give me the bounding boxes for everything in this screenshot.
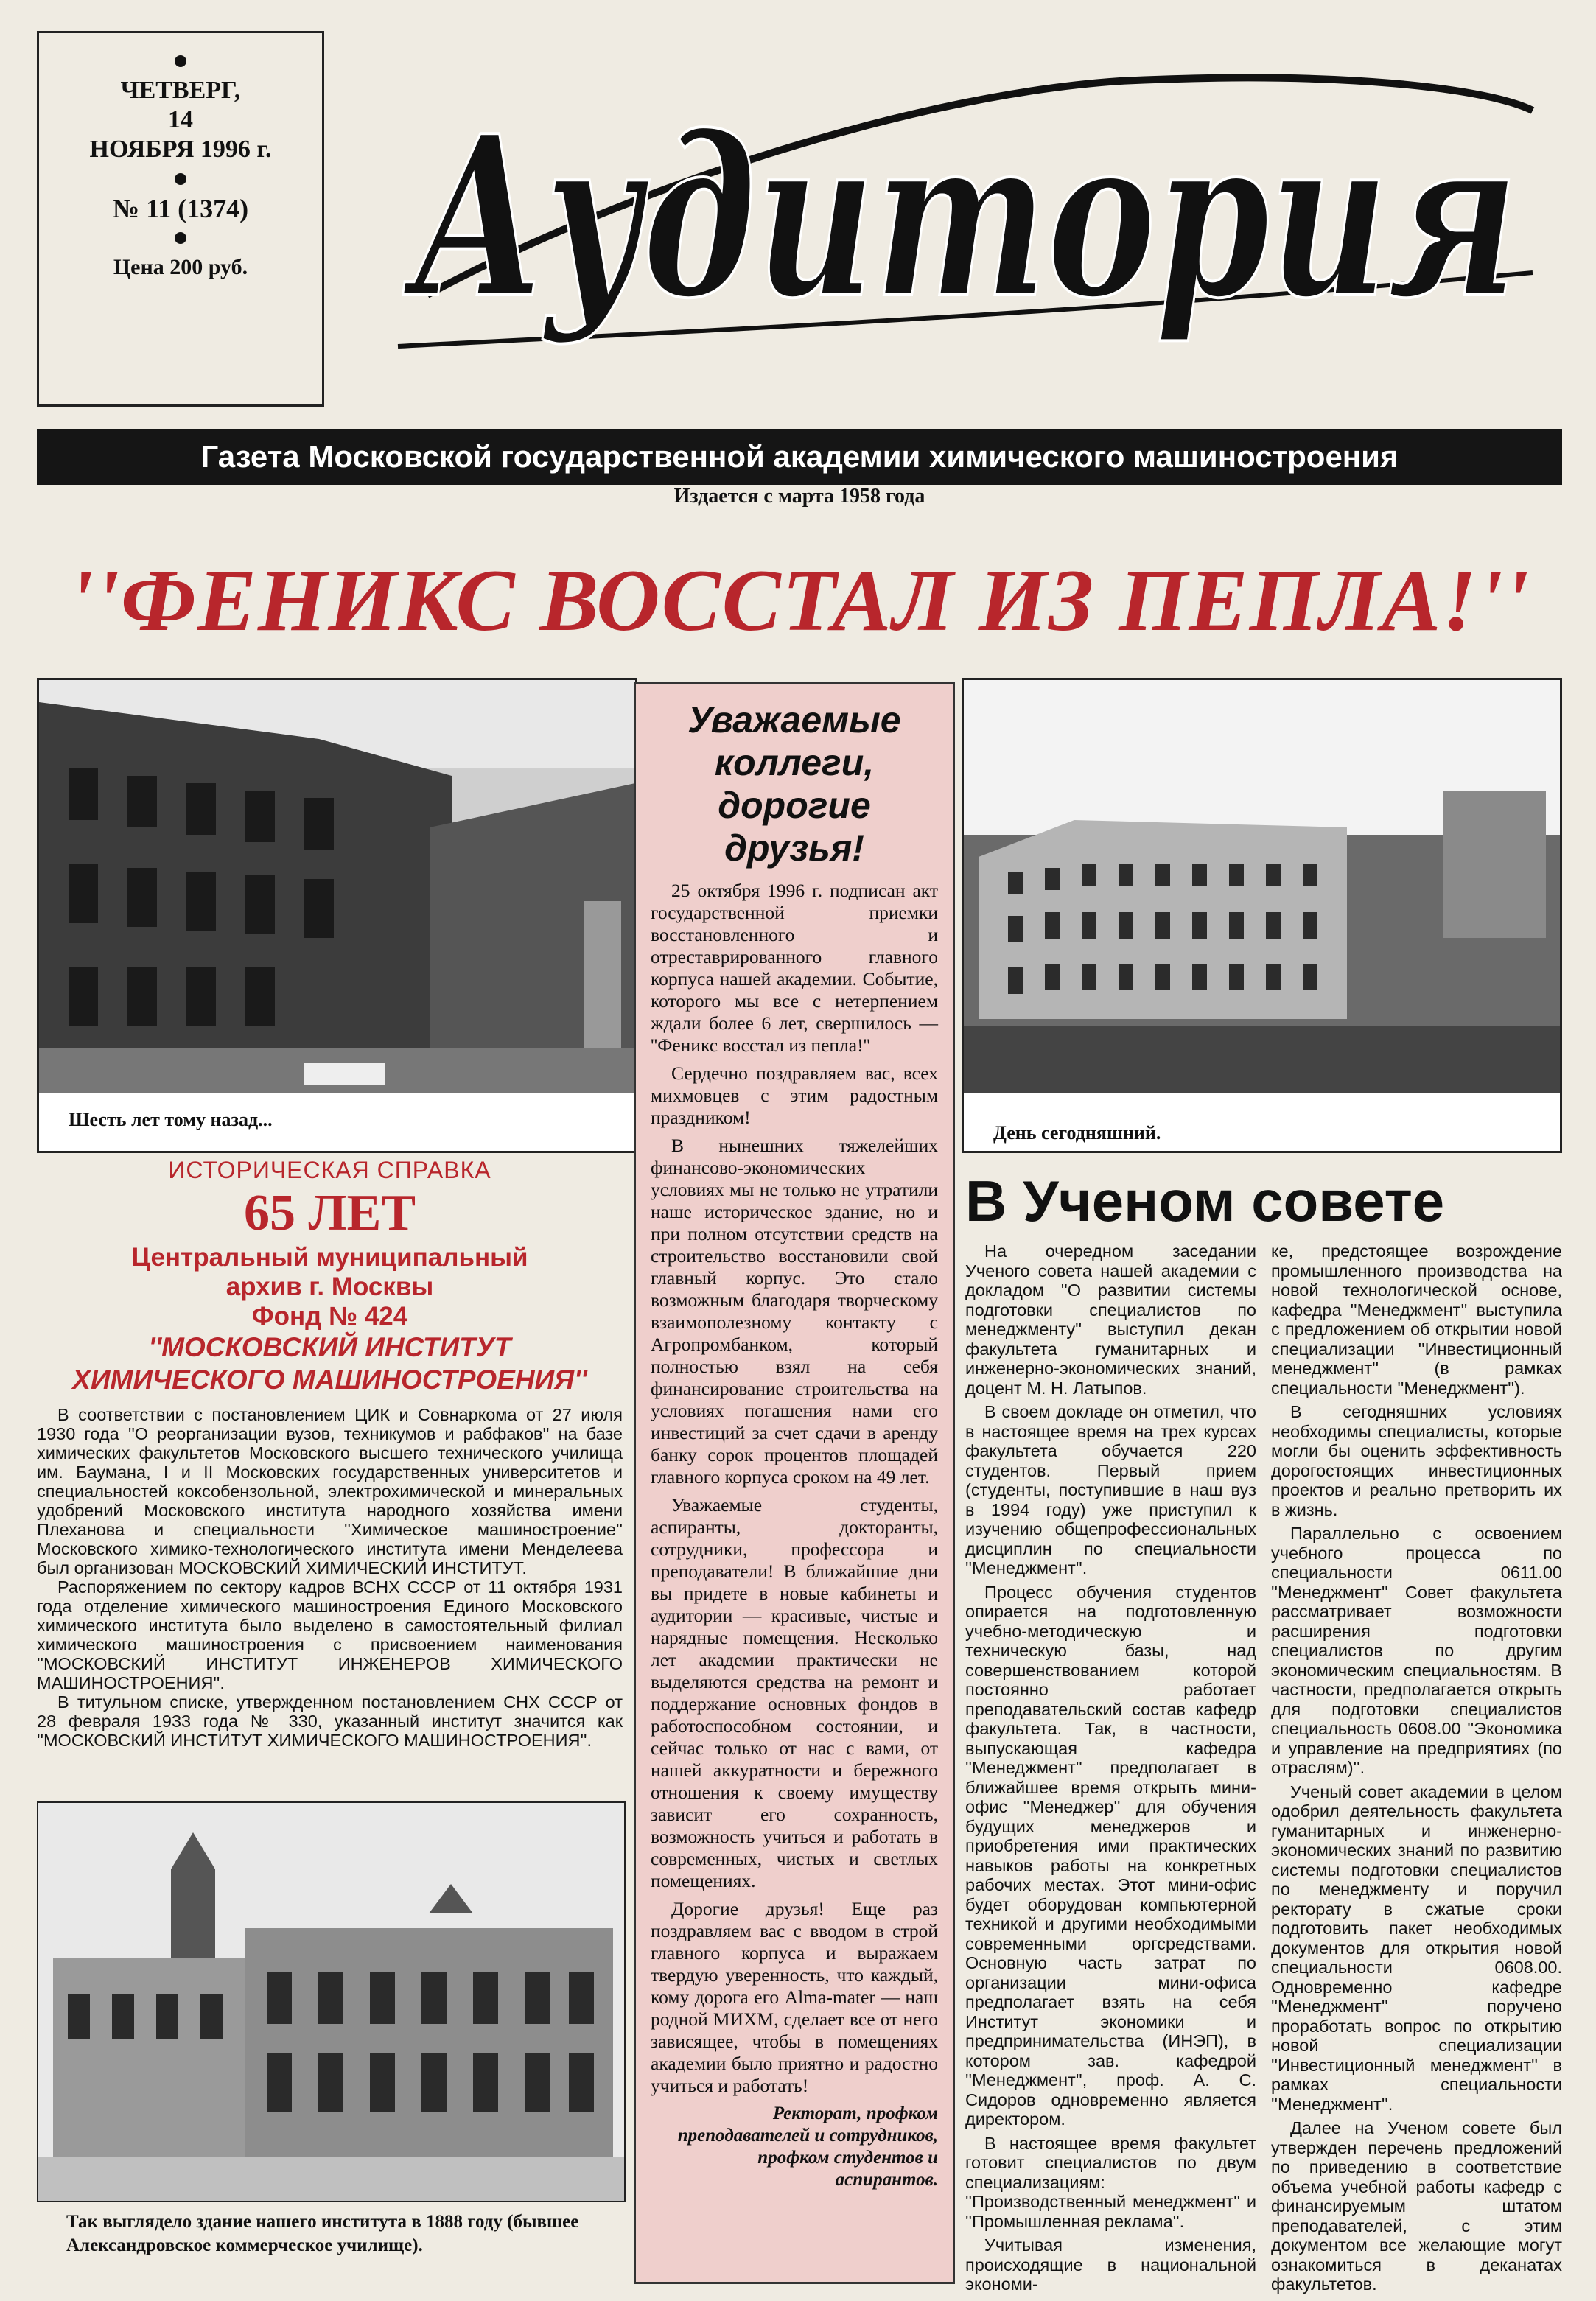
editorial-paragraph: Сердечно поздравляем вас, всех михмовцев с этим радостным праздником! <box>651 1062 938 1128</box>
history-paragraph: Распоряжением по сектору кадров ВСНХ СССР от 11 октября 1931 года отделение химического машиностроения Единого Московского химического института было выделено в самостоятельный филиал химического машиностроения с присвоением наименования ''МОСКОВСКИЙ ИНСТИТУТ ИНЖЕНЕРОВ ХИМИЧЕСКОГО МАШИНОСТРОЕНИЯ''. <box>37 1577 623 1692</box>
issue-number: № 11 (1374) <box>112 194 249 223</box>
editorial-paragraph: 25 октября 1996 г. подписан акт государственной приемки восстановленного и отреставрированного главного корпуса нашей академии. Событие, которого мы все с нетерпением ждали более 6 лет, свершилось — ''Феникс восстал из пепла!'' <box>651 880 938 1056</box>
issue-date-month-year: НОЯБРЯ 1996 г. <box>89 136 272 163</box>
issue-day: ЧЕТВЕРГ, <box>120 77 241 104</box>
history-paragraph: В соответствии с постановлением ЦИК и Совнаркома от 27 июля 1930 года ''О реорганизации вузов, техникумов и рабфаков'' на базе химических факультетов Московского высшего технического училища им. Баумана, I и II Московских государственных университетов и специальностей коксобензольной, электрохимической и минеральных удобрений Московского института народного хозяйства имени Плеханова и специальности ''Химическое машиностроение'' Московского химико-технологического института имени Менделеева был организован МОСКОВСКИЙ ХИМИЧЕСКИЙ ИНСТИТУТ. <box>37 1405 623 1577</box>
history-institute-name: ''МОСКОВСКИЙ ИНСТИТУТ <box>148 1332 511 1362</box>
bullet-dot <box>175 55 186 67</box>
editorial-paragraph: Уважаемые студенты, аспиранты, докторанты, сотрудники, профессора и преподаватели! В ближайшие дни вы придете в новые кабинеты и аудитории — красивые, чистые и нарядные помещения. Несколько лет академии практически не выделяются средства на ремонт и поддержание основных фондов в работоспособном состоянии, и сейчас только от нас с вами, от нашей аккуратности и бережного отношения к своему имуществу зависит его сохранность, возможность учиться и работать в современных, чистых и светлых помещениях. <box>651 1494 938 1891</box>
photo-ruins <box>37 678 637 1153</box>
council-paragraph: В настоящее время факультет готовит специалистов по двум специализациям: ''Производственный менеджмент'' и ''Промышленная реклама''. <box>965 2133 1256 2231</box>
issue-date-day: 14 <box>168 106 193 133</box>
newspaper-logo <box>383 52 1562 361</box>
photo-1888 <box>37 1801 623 2258</box>
main-headline: ''ФЕНИКС ВОССТАЛ ИЗ ПЕПЛА!'' <box>69 551 1530 649</box>
building-image <box>964 680 1560 1093</box>
photo-caption: Шесть лет тому назад... <box>69 1109 273 1130</box>
council-paragraph: В сегодняшних условиях необходимы специалисты, которые могли бы оценить эффективность дорогостоящих инвестиционных проектов и реально претворить их в жизнь. <box>1271 1402 1562 1519</box>
council-title: В Ученом совете <box>965 1169 1445 1233</box>
council-paragraph: Параллельно с освоением учебного процесса по специальности 0611.00 ''Менеджмент'' Совет факультета рассматривает возможности расширения подготовки специалистов по другим экономическим специальностям. В частности, предполагается открыть для подготовки специалистов специальность 0608.00 ''Экономика и управление на предприятиях (по отраслям)''. <box>1271 1524 1562 1777</box>
council-paragraph: Далее на Ученом совете был утвержден перечень предложений по приведению в соответствие объема учебной работы кафедр с финансируемым штатом преподавателей, с этим документом все желающие могут ознакомиться в деканатах факультетов. <box>1271 2118 1562 2294</box>
council-column-2 <box>1271 1241 1562 2294</box>
photo-today <box>962 678 1562 1153</box>
bullet-dot <box>175 173 186 185</box>
editorial-paragraph: Дорогие друзья! Еще раз поздравляем вас с вводом в строй главного корпуса и выражаем твердую уверенность, что каждый, кому дорога его Alma-mater — наш родной МИХМ, сделает все от него зависящее, чтобы в помещениях академии было приятно и радостно учиться и работать! <box>651 1898 938 2096</box>
photo-caption: День сегодняшний. <box>993 1122 1161 1144</box>
history-sub: архив г. Москвы <box>225 1272 434 1301</box>
photo-caption: Так выглядело здание нашего института в 1888 году (бывшее Александровское коммерческое училище). <box>66 2212 579 2255</box>
editorial-column <box>634 682 955 2284</box>
svg-text:Аудитория: Аудитория <box>402 87 1518 347</box>
editorial-paragraph: В нынешних тяжелейших финансово-экономических условиях мы не только не утратили наше историческое здание, но и при полном отсутствии средств на строительство восстановили свой главный корпус. Это стало возможным благодаря творческому взаимополезному контакту с Агропромбанком, который полностью взял на себя финансирование строительства на условиях погашения нами его инвестиций за счет сдачи в аренду банку сорок процентов площадей главного корпуса сроком на 49 лет. <box>651 1135 938 1488</box>
council-paragraph: Учитывая изменения, происходящие в национальной экономи- <box>965 2235 1256 2294</box>
editorial-title: Уважаемые коллеги, дорогие друзья! <box>687 699 901 869</box>
masthead-bar: Газета Московской государственной академии химического машиностроения <box>37 429 1562 485</box>
issue-info-box <box>37 31 324 407</box>
old-building-image <box>37 1801 626 2202</box>
bullet-dot <box>175 232 186 244</box>
history-article <box>37 1157 623 1750</box>
council-paragraph: Процесс обучения студентов опирается на подготовленную учебно-методическую и техническую базы, над совершенствованием которой постоянно работает преподавательский состав кафедр факультета. Так, в частности, выпускающая кафедра ''Менеджмент'' предполагает в ближайшее время открыть мини-офис ''Менеджер'' для обучения будущих менеджеров и приобретения ими практических навыков работы на конкретных рабочих местах. Этот мини-офис будет оборудован компьютерной техникой и другими необходимыми современными оргсредствами. Основную часть затрат по организации мини-офиса предполагает взять на себя Институт экономики и предпринимательства (ИНЭП), в котором зав. кафедрой ''Менеджмент'', проф. А. С. Сидоров одновременно является директором. <box>965 1582 1256 2129</box>
council-column-1 <box>965 1241 1256 2294</box>
history-institute-name: ХИМИЧЕСКОГО МАШИНОСТРОЕНИЯ'' <box>72 1365 587 1395</box>
council-paragraph: В своем докладе он отметил, что в настоящее время на трех курсах факультета обучается 220 студентов. Первый прием (студенты, поступившие в наш вуз в 1994 году) уже приступил к изучению общепрофессиональных дисциплин по специальности ''Менеджмент''. <box>965 1402 1256 1577</box>
editorial-signature: Ректорат, профком преподавателей и сотрудников, профком студентов и аспирантов. <box>677 2104 938 2190</box>
history-paragraph: В титульном списке, утвержденном постановлением СНХ СССР от 28 февраля 1933 года № 330, указанный институт значится как ''МОСКОВСКИЙ ИНСТИТУТ ХИМИЧЕСКОГО МАШИНОСТРОЕНИЯ''. <box>37 1692 623 1750</box>
ruins-image <box>39 680 635 1093</box>
history-sub: Центральный муниципальный <box>131 1243 528 1272</box>
history-kicker: ИСТОРИЧЕСКАЯ СПРАВКА <box>168 1157 491 1183</box>
council-paragraph: ке, предстоящее возрождение промышленного производства на новой технологической основе, кафедра ''Менеджмент'' выступила с предложением об открытии новой специализации ''Инвестиционный менеджмент'' (в рамках специальности ''Менеджмент''). <box>1271 1241 1562 1398</box>
published-since: Издается с марта 1958 года <box>673 485 925 508</box>
history-big-title: 65 ЛЕТ <box>243 1185 416 1241</box>
history-sub: Фонд № 424 <box>251 1302 408 1331</box>
council-paragraph: На очередном заседании Ученого совета нашей академии с докладом ''О развитии системы подготовки специалистов по менеджменту'' выступил декан факультета гуманитарных и инженерно-экономических знаний, доцент М. Н. Латыпов. <box>965 1241 1256 1398</box>
council-paragraph: Ученый совет академии в целом одобрил деятельность факультета гуманитарных и инженерно-экономических знаний по развитию системы подготовки специалистов по менеджменту и поручил ректорату в сжатые сроки подготовить пакет необходимых документов для открытия новой специальности 0608.00. Одновременно кафедре ''Менеджмент'' поручено проработать вопрос по открытию новой специализации ''Инвестиционный менеджмент'' в рамках специальности ''Менеджмент''. <box>1271 1782 1562 2114</box>
issue-price: Цена 200 руб. <box>113 255 248 279</box>
